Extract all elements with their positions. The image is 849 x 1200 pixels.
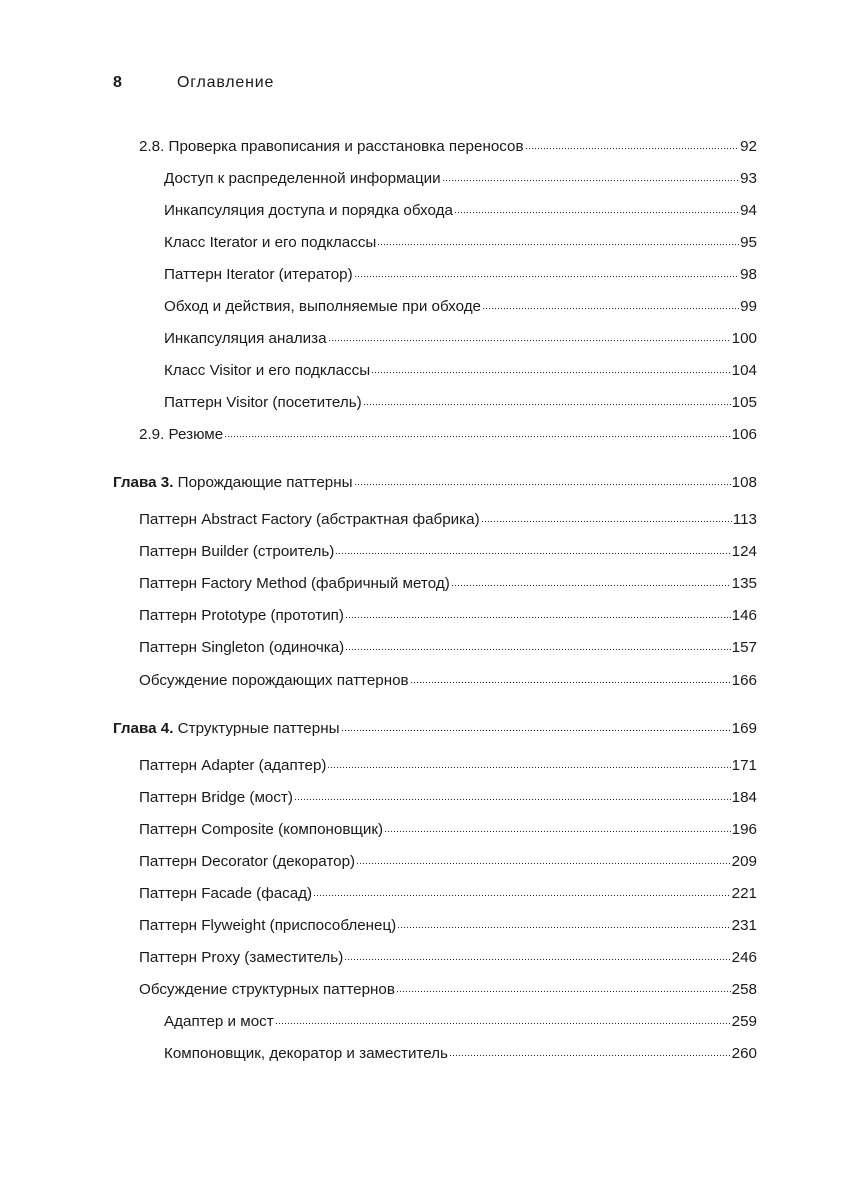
toc-entry-title: Обход и действия, выполняемые при обходе xyxy=(164,298,482,315)
dot-leader xyxy=(313,893,731,897)
toc-entry[interactable] xyxy=(139,510,757,530)
toc-entry-page: 258 xyxy=(731,981,757,998)
dot-leader xyxy=(377,242,739,246)
dot-leader xyxy=(525,146,740,150)
toc-entry-title: 2.8. Проверка правописания и расстановка переносов xyxy=(139,138,524,155)
toc-entry-title: Компоновщик, декоратор и заместитель xyxy=(164,1045,448,1062)
dot-leader xyxy=(482,306,739,310)
toc-entry-page: 92 xyxy=(740,138,757,155)
toc-entry[interactable] xyxy=(139,137,757,157)
toc-entry[interactable] xyxy=(164,361,757,381)
dot-leader xyxy=(224,434,730,438)
toc-entry[interactable] xyxy=(139,425,757,445)
dot-leader xyxy=(354,482,731,486)
toc-chapter-entry[interactable] xyxy=(113,473,757,493)
toc-entry[interactable] xyxy=(164,393,757,413)
toc-entry-title xyxy=(113,473,353,493)
dot-leader xyxy=(481,519,732,523)
dot-leader xyxy=(356,861,731,865)
toc-entry-page: 209 xyxy=(731,853,757,870)
toc-entry[interactable] xyxy=(139,916,757,936)
dot-leader xyxy=(328,338,731,342)
toc-entry[interactable] xyxy=(139,638,757,658)
toc-entry[interactable] xyxy=(139,606,757,626)
toc-entry[interactable] xyxy=(164,1012,757,1032)
dot-leader xyxy=(345,615,731,619)
dot-leader xyxy=(442,178,739,182)
dot-leader xyxy=(354,274,739,278)
toc-entry-title: Паттерн Bridge (мост) xyxy=(139,789,293,806)
toc-entry-title: Паттерн Factory Method (фабричный метод) xyxy=(139,575,450,592)
toc-entry-title: Паттерн Iterator (итератор) xyxy=(164,266,353,283)
toc-entry-title xyxy=(113,719,340,739)
dot-leader xyxy=(341,728,731,732)
toc-entry[interactable] xyxy=(164,201,757,221)
toc-entry[interactable] xyxy=(164,169,757,189)
toc-entry-page: 171 xyxy=(731,757,757,774)
toc-entry-page: 104 xyxy=(731,362,757,379)
toc-entry-title: Паттерн Abstract Factory (абстрактная фабрика) xyxy=(139,511,480,528)
toc-entry-page: 135 xyxy=(731,575,757,592)
running-title: Оглавление xyxy=(177,74,275,91)
dot-leader xyxy=(275,1021,731,1025)
dot-leader xyxy=(396,989,731,993)
toc-entry-page: 259 xyxy=(731,1013,757,1030)
dot-leader xyxy=(397,925,730,929)
dot-leader xyxy=(454,210,739,214)
toc-entry-page: 94 xyxy=(740,202,757,219)
dot-leader xyxy=(294,797,731,801)
toc-entry[interactable] xyxy=(139,671,757,691)
toc-entry-page: 196 xyxy=(731,821,757,838)
dot-leader xyxy=(363,402,731,406)
toc-entry[interactable] xyxy=(139,884,757,904)
toc-entry-page: 108 xyxy=(731,474,757,491)
toc-entry[interactable] xyxy=(139,820,757,840)
toc-entry[interactable] xyxy=(164,265,757,285)
toc-entry-title: Паттерн Flyweight (приспособленец) xyxy=(139,917,397,934)
toc-entry-page: 166 xyxy=(731,672,757,689)
toc-entry-page: 98 xyxy=(740,266,757,283)
toc-entry[interactable] xyxy=(164,297,757,317)
toc-entry-page: 146 xyxy=(731,607,757,624)
chapter-title: Порождающие паттерны xyxy=(177,474,353,491)
toc-entry[interactable] xyxy=(139,756,757,776)
toc-entry[interactable] xyxy=(164,233,757,253)
chapter-number: Глава 3. xyxy=(113,474,174,491)
toc-entry[interactable] xyxy=(139,542,757,562)
dot-leader xyxy=(335,551,730,555)
dot-leader xyxy=(345,647,730,651)
toc-entry-title: Паттерн Facade (фасад) xyxy=(139,885,313,902)
toc-entry-title: Паттерн Builder (строитель) xyxy=(139,543,335,560)
dot-leader xyxy=(344,957,730,961)
toc-entry-title: Паттерн Singleton (одиночка) xyxy=(139,639,345,656)
toc-entry-title: Инкапсуляция доступа и порядка обхода xyxy=(164,202,453,219)
toc-entry-page: 124 xyxy=(731,543,757,560)
toc-entry-title: Класс Iterator и его подклассы xyxy=(164,234,377,251)
toc-entry-title: Инкапсуляция анализа xyxy=(164,330,327,347)
toc-entry-page: 221 xyxy=(731,885,757,902)
toc-entry-page: 113 xyxy=(732,511,757,528)
toc-entry[interactable] xyxy=(139,788,757,808)
toc-entry-title: Паттерн Decorator (декоратор) xyxy=(139,853,356,870)
dot-leader xyxy=(371,370,731,374)
dot-leader xyxy=(449,1053,731,1057)
toc-entry-title: Доступ к распределенной информации xyxy=(164,170,441,187)
chapter-number: Глава 4. xyxy=(113,720,174,737)
toc-entry[interactable] xyxy=(164,1044,757,1064)
toc-entry[interactable] xyxy=(139,852,757,872)
dot-leader xyxy=(410,680,731,684)
toc-entry[interactable] xyxy=(139,980,757,1000)
dot-leader xyxy=(451,583,731,587)
toc-entry-title: Класс Visitor и его подклассы xyxy=(164,362,371,379)
toc-entry-title: Паттерн Composite (компоновщик) xyxy=(139,821,384,838)
toc-entry-title: Паттерн Visitor (посетитель) xyxy=(164,394,362,411)
toc-entry-page: 169 xyxy=(731,720,757,737)
dot-leader xyxy=(327,765,730,769)
page-number: 8 xyxy=(113,74,122,91)
toc-entry[interactable] xyxy=(139,948,757,968)
toc-entry-page: 260 xyxy=(731,1045,757,1062)
toc-entry-page: 99 xyxy=(740,298,757,315)
toc-entry-page: 231 xyxy=(731,917,757,934)
chapter-title: Структурные паттерны xyxy=(177,720,340,737)
toc-entry-page: 184 xyxy=(731,789,757,806)
toc-entry[interactable] xyxy=(164,329,757,349)
toc-entry-title: Адаптер и мост xyxy=(164,1013,274,1030)
toc-entry[interactable] xyxy=(139,574,757,594)
toc-entry-page: 157 xyxy=(731,639,757,656)
toc-entry-page: 100 xyxy=(731,330,757,347)
toc-entry-title: Паттерн Prototype (прототип) xyxy=(139,607,344,624)
toc-entry-title: Обсуждение структурных паттернов xyxy=(139,981,395,998)
toc-entry-title: Обсуждение порождающих паттернов xyxy=(139,672,409,689)
toc-entry-page: 246 xyxy=(731,949,757,966)
toc-entry-page: 106 xyxy=(731,426,757,443)
toc-entry-page: 93 xyxy=(740,170,757,187)
toc-entry-title: 2.9. Резюме xyxy=(139,426,224,443)
toc-entry-page: 105 xyxy=(731,394,757,411)
toc-chapter-entry[interactable] xyxy=(113,719,757,739)
toc-entry-page: 95 xyxy=(740,234,757,251)
toc-entry-title: Паттерн Proxy (заместитель) xyxy=(139,949,344,966)
toc-entry-title: Паттерн Adapter (адаптер) xyxy=(139,757,327,774)
dot-leader xyxy=(384,829,731,833)
